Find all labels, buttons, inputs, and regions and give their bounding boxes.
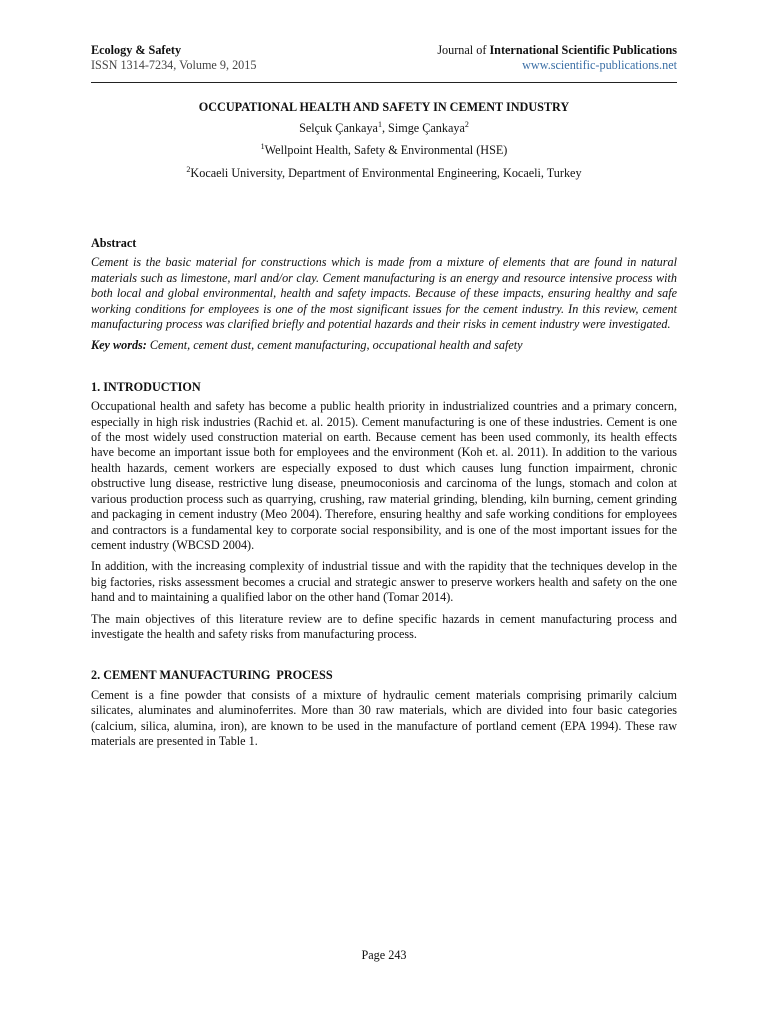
author-2-affiliation-mark: 2 (464, 119, 469, 129)
affiliation-1-text: Wellpoint Health, Safety & Environmental (HSE) (264, 143, 508, 157)
journal-publisher: International Scientific Publications (489, 43, 677, 57)
paragraph: Cement is a fine powder that consists of a mixture of hydraulic cement materials comprising primarily calcium silicates, aluminates and aluminoferrites. More than 30 raw materials, which are divided into four basic categories (calcium, silica, alumina, iron), are known to be used in the manufacture of portland cement (EPA 1994). These raw materials are presented in Table 1. (91, 687, 677, 748)
author-2: Simge Çankaya (388, 121, 465, 135)
author-1: Selçuk Çankaya (299, 121, 378, 135)
section-spacer (91, 648, 677, 668)
journal-header-left (91, 43, 256, 73)
keywords-label: Key words: (91, 338, 147, 353)
paragraph: The main objectives of this literature review are to define specific hazards in cement manufacturing process and investigate the health and safety risks from manufacturing process. (91, 611, 677, 641)
affiliation-1-mark: 1 (260, 141, 265, 151)
issn-volume: ISSN 1314-7234, Volume 9, 2015 (91, 58, 257, 72)
article-body (91, 236, 677, 755)
abstract-heading: Abstract (91, 236, 137, 250)
affiliation-2 (91, 166, 677, 181)
keywords (91, 338, 677, 353)
keywords-text: Cement, cement dust, cement manufacturing, occupational health and safety (146, 338, 523, 353)
title-block (91, 100, 677, 189)
paper-page (91, 0, 677, 1024)
affiliation-2-mark: 2 (186, 164, 191, 174)
affiliation-1 (91, 143, 677, 158)
journal-header-right (437, 43, 677, 73)
journal-url-link[interactable]: www.scientific-publications.net (522, 58, 677, 72)
authors (91, 121, 677, 136)
section-heading-introduction: 1. INTRODUCTION (91, 379, 201, 394)
abstract-text: Cement is the basic material for constructions which is made from a mixture of elements that are found in natural materials such as limestone, marl and/or clay. Cement manufacturing is an energy and resource intensive process with both local and global environmental, health and safety impacts. Because of these impacts, ensuring healthy and safe working conditions for employees is one of the most significant issues for the cement industry. In this review, cement manufacturing process was clarified briefly and potential hazards and their risks in cement industry were investigated. (91, 255, 677, 332)
article-title: OCCUPATIONAL HEALTH AND SAFETY IN CEMENT INDUSTRY (198, 100, 570, 114)
journal-name: Ecology & Safety (91, 43, 182, 57)
author-1-affiliation-mark: 1 (377, 119, 382, 129)
paragraph: Occupational health and safety has become a public health priority in industrialized countries and a primary concern, especially in high risk industries (Rachid et. al. 2015). Cement manufacturing is one of these industries. Cement is one of the most widely used construction material on earth. Because cement has been used commonly, its health effects have become an important issue both for employees and the environment (Koh et. al. 2011). In addition to the various health hazards, cement workers are especially exposed to dust which causes lung function impairment, chronic obstructive lung disease, restrictive lung disease, pneumoconiosis and carcinoma of the lungs, stomach and colon at various production process such as quarrying, crushing, raw material grinding, blending, kiln burning, cement grinding and packaging in cement industry (Meo 2004). Therefore, ensuring healthy and safe working conditions for employees and contractors is a fundamental key to corporate social responsibility, and is one of the most important issues for the cement industry (WBCSD 2004). (91, 399, 677, 552)
affiliation-2-text: Kocaeli University, Department of Environmental Engineering, Kocaeli, Turkey (190, 166, 582, 180)
journal-title (437, 43, 677, 58)
section-heading-process: 2. CEMENT MANUFACTURING PROCESS (91, 668, 333, 683)
paragraph: In addition, with the increasing complexity of industrial tissue and with the rapidity that the techniques develop in the big factories, risks assessment becomes a crucial and strategic answer to preserve workers health and safety on the one hand and to maintaining a qualified labor on the other hand (Tomar 2014). (91, 559, 677, 605)
header-divider (91, 82, 677, 83)
author-separator: , (381, 121, 389, 135)
page-number: Page 243 (361, 948, 407, 962)
journal-of-prefix: Journal of (437, 43, 490, 57)
